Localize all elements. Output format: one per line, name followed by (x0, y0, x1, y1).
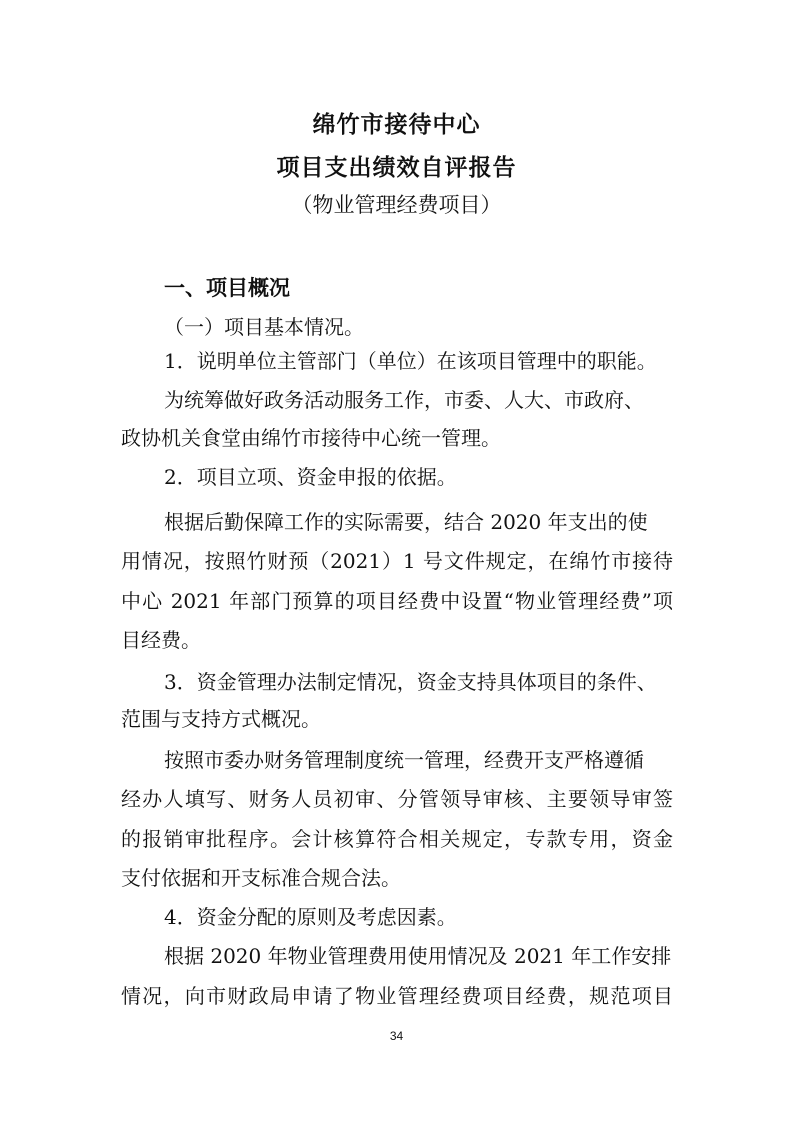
document-title-line1: 绵竹市接待中心 (312, 112, 481, 138)
document-title-line2: 项目支出绩效自评报告 (276, 155, 517, 181)
paragraph-line: 中心 2021 年部门预算的项目经费中设置“物业管理经费”项 (121, 589, 673, 613)
paragraph-line: 根据 2020 年物业管理费用使用情况及 2021 年工作安排 (164, 944, 672, 968)
paragraph-line: 政协机关食堂由绵竹市接待中心统一管理。 (121, 426, 501, 450)
paragraph-line: 目经费。 (121, 628, 201, 652)
paragraph-line: 的报销审批程序。会计核算符合相关规定，专款专用，资金 (121, 827, 673, 851)
section-heading: 一、项目概况 (164, 276, 290, 300)
paragraph-line: 3．资金管理办法制定情况，资金支持具体项目的条件、 (164, 670, 657, 694)
paragraph-line: 1．说明单位主管部门（单位）在该项目管理中的职能。 (164, 349, 657, 373)
paragraph-line: 2．项目立项、资金申报的依据。 (164, 465, 457, 489)
paragraph-line: 4．资金分配的原则及考虑因素。 (164, 905, 457, 929)
paragraph-line: 按照市委办财务管理制度统一管理，经费开支严格遵循 (164, 748, 644, 772)
paragraph-line: 支付依据和开支标准合规合法。 (121, 866, 401, 890)
paragraph-line: 情况，向市财政局申请了物业管理经费项目经费，规范项目 (121, 984, 673, 1008)
paragraph-line: 根据后勤保障工作的实际需要，结合 2020 年支出的使 (164, 510, 648, 534)
paragraph-line: （一）项目基本情况。 (164, 315, 364, 339)
document-subtitle: （物业管理经费项目） (291, 193, 502, 217)
paragraph-line: 用情况，按照竹财预（2021）1 号文件规定，在绵竹市接待 (121, 549, 673, 573)
paragraph-line: 范围与支持方式概况。 (121, 707, 321, 731)
paragraph-line: 经办人填写、财务人员初审、分管领导审核、主要领导审签 (121, 787, 673, 811)
page-number: 34 (389, 1029, 404, 1043)
paragraph-line: 为统筹做好政务活动服务工作，市委、人大、市政府、 (164, 388, 644, 412)
